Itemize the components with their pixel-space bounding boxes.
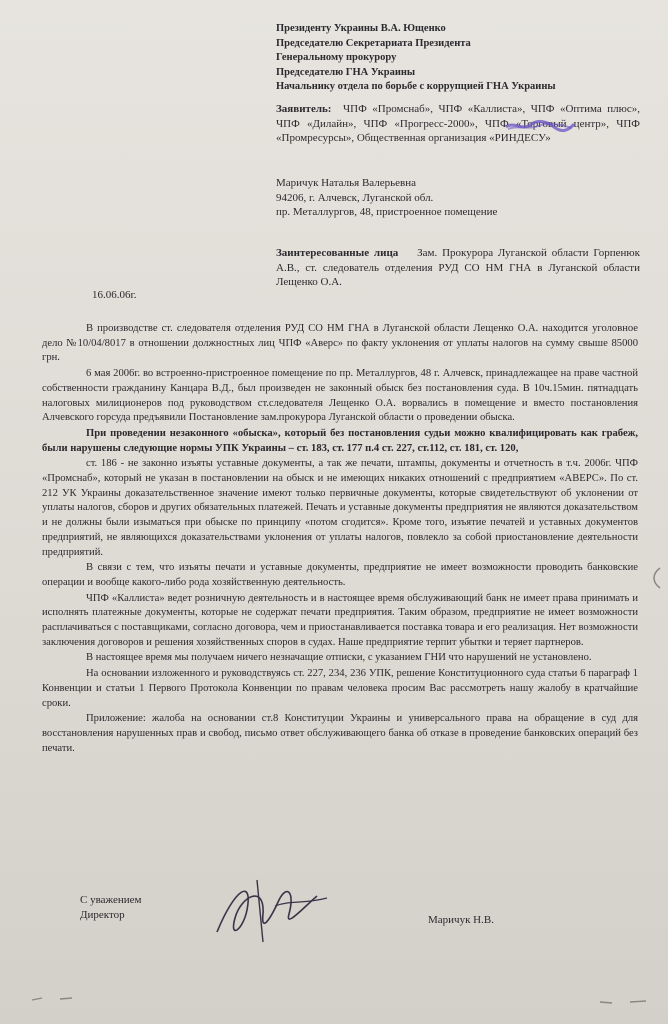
interested-label: Заинтересованные лица	[276, 247, 399, 259]
person-address-line: пр. Металлургов, 48, пристроенное помещение	[276, 206, 498, 219]
interested-text: Зам. Прокурора Луганской области Горпенюк А.В., ст. следователь отделения РУД СО НМ ГНА в Луганской области Лещенко О.А.	[276, 247, 640, 289]
applicant-text: ЧПФ «Промснаб», ЧПФ «Каллиста», ЧПФ «Оптима плюс», ЧПФ «Дилайн», ЧПФ «Прогресс-2000», ЧПФ «Торговый центр», ЧПФ «Промресурсы», Общественная организация «РИНДЕСУ»	[276, 103, 640, 145]
body-paragraph: Приложение: жалоба на основании ст.8 Конституции Украины и универсального права на обращение в суд для восстановления нарушенных прав и свобод, письмо ответ обслуживающего банка об отказе в проведение банковских операций без печати.	[42, 713, 638, 754]
letter-body	[42, 322, 638, 757]
body-paragraph: ст. 186 - не законно изъяты уставные документы, а так же печати, штампы, документы и отчетность в т.ч. 2006г. ЧПФ «Промснаб», который не указан в постановлении на обыск и не имеющих никаких отношений с предприятием «АВЕРС». По ст. 212 УК Украины доказательственное значение имеют только первичные документы, которые свидетельствуют об уклонении от уплаты налогов, сборов и других обязательных платежей. Печать и уставные документы предприятия не являются доказательством и не должны были изыматься при обыске по принципу «потом сгодится». Кроме того, изъятие печатей и уставных документов предприятий, не являющихся доказательствами уклонения от уплаты налогов, повлекло за собой приостановление деятельности предприятий.	[42, 458, 638, 558]
signatory-name: Маричук Н.В.	[428, 914, 494, 926]
body-paragraph: ЧПФ «Каллиста» ведет розничную деятельность и в настоящее время обслуживающий банк не имеет права принимать и исполнять платежные документы, которые не содержат печати предприятия. Таким образом, предприятие не имеет возможности расплачиваться с поставщиками, согласно договора, чем и приостанавливается поставка товара и его реализация. Нет возможности заключения договоров и решения хозяйственных споров в судах. Наше предприятие терпит убытки и теряет партнеров.	[42, 592, 638, 648]
ink-scribble-icon	[504, 119, 576, 133]
applicant-person-block	[276, 176, 640, 220]
applicant-label: Заявитель:	[276, 103, 332, 115]
document-date: 16.06.06г.	[92, 289, 137, 301]
closing-regards: С уважением	[80, 894, 142, 906]
closing-block	[80, 893, 141, 923]
applicant-block	[276, 102, 640, 146]
addressee-line: Начальнику отдела по борьбе с коррупцией ГНА Украины	[276, 81, 556, 92]
interested-parties-block	[276, 246, 640, 290]
addressee-line: Генеральному прокурору	[276, 52, 397, 63]
person-address-line: 94206, г. Алчевск, Луганской обл.	[276, 191, 434, 204]
body-paragraph: В связи с тем, что изъяты печати и уставные документы, предприятие не имеет возможности проводить банковские операции и вообще какого-либо рода хозяйственную деятельность.	[42, 562, 638, 588]
addressee-line: Председателю ГНА Украины	[276, 66, 416, 78]
handwritten-signature-icon	[205, 870, 335, 950]
body-paragraph-bold: При проведении незаконного «обыска», который без постановления судьи можно квалифицировать как грабеж, были нарушены следующие нормы УПК Украины – ст. 183, ст. 177 п.4 ст. 227, ст.112, ст. 181, ст. 120,	[42, 427, 638, 454]
page-edge-mark-icon	[30, 992, 90, 1004]
body-paragraph: В производстве ст. следователя отделения РУД СО НМ ГНА в Луганской области Лещенко О.А. находится уголовное дело №10/04/8017 в отношении должностных лиц ЧПФ «Аверс» по факту уклонения от уплаты налогов на сумму свыше 85000 грн.	[42, 323, 638, 364]
closing-role: Директор	[80, 909, 125, 921]
addressee-block	[276, 22, 656, 95]
person-name: Маричук Наталья Валерьевна	[276, 177, 417, 189]
body-paragraph: На основании изложенного и руководствуясь ст. 227, 234, 236 УПК, решение Конституционного суда статьи 6 параграф 1 Конвенции и статьи 1 Первого Протокола Конвенции по правам человека просим Вас рассмотреть нашу жалобу в кратчайшие сроки.	[42, 668, 638, 709]
addressee-line: Президенту Украины В.А. Ющенко	[276, 23, 446, 34]
body-paragraph: 6 мая 2006г. во встроенно-пристроенное помещение по пр. Металлургов, 48 г. Алчевск, принадлежащее на праве частной собственности гражданину Канцара В.Д., был произведен не законный обыск без постановления суда. В 10ч.15мин. пятнадцать налоговых милиционеров под руководством ст.следователя Лещенко О.А. ворвались в помещение и вместо постановления Алчевского горсуда предъявили Постановление зам.прокурора Луганской области о проведении обыска.	[42, 368, 638, 424]
addressee-line: Председателю Секретариата Президента	[276, 37, 471, 49]
page-edge-mark-icon	[596, 996, 656, 1008]
page-edge-mark-icon	[648, 566, 664, 590]
body-paragraph: В настоящее время мы получаем ничего незначащие отписки, с указанием ГНИ что нарушений не установлено.	[86, 652, 592, 664]
